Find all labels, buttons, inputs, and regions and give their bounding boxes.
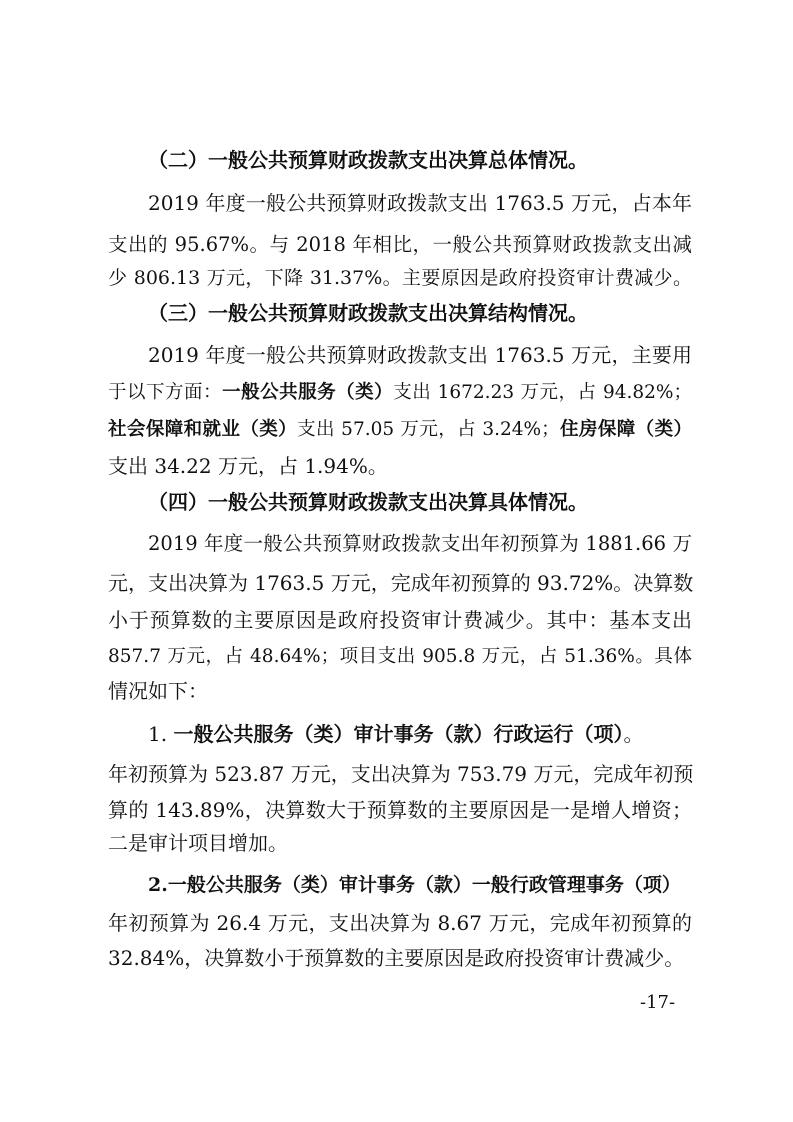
- paragraph-line: 支出 34.22 万元，占 1.94%。: [108, 454, 388, 478]
- paragraph-line: 年初预算为 523.87 万元，支出决算为 753.79 万元，完成年初预: [108, 762, 694, 786]
- paragraph-line: 算的 143.89%，决算数大于预算数的主要原因是一是增人增资；: [108, 798, 692, 822]
- item-heading-1: [148, 720, 692, 748]
- item-number: 1.: [148, 722, 168, 746]
- text-run: 于以下方面：: [108, 382, 223, 403]
- paragraph-line: 2019 年度一般公共预算财政拨款支出 1763.5 万元，主要用: [148, 343, 692, 367]
- paragraph-line: [108, 379, 692, 407]
- paragraph-line: 情况如下：: [108, 679, 208, 703]
- category-label: 社会保障和就业（类）: [108, 419, 298, 440]
- paragraph-line: 年初预算为 26.4 万元，支出决算为 8.67 万元，完成年初预算的: [108, 911, 692, 935]
- paragraph-line: 元，支出决算为 1763.5 万元，完成年初预算的 93.72%。决算数: [108, 571, 694, 595]
- section-heading-2: （二）一般公共预算财政拨款支出决算总体情况。: [148, 148, 588, 172]
- category-label: 一般公共服务（类）: [222, 382, 394, 403]
- item-title: 一般公共服务（类）审计事务（款）行政运行（项）: [173, 722, 624, 746]
- text-run: 。: [623, 722, 644, 746]
- paragraph-line: 2019 年度一般公共预算财政拨款支出年初预算为 1881.66 万: [148, 532, 692, 555]
- page-number: -17-: [640, 992, 676, 1013]
- text-run: 支出 1672.23 万元，占 94.82%；: [393, 382, 692, 403]
- category-label: 住房保障（类）: [559, 419, 692, 440]
- paragraph-line: 少 806.13 万元，下降 31.37%。主要原因是政府投资审计费减少。: [108, 267, 692, 289]
- text-run: 支出 57.05 万元，占 3.24%；: [297, 419, 560, 440]
- item-heading-2: 2.一般公共服务（类）审计事务（款）一般行政管理事务（项）: [148, 874, 681, 896]
- paragraph-line: 857.7 万元，占 48.64%；项目支出 905.8 万元，占 51.36%。具体: [108, 646, 692, 667]
- paragraph-line: 支出的 95.67%。与 2018 年相比，一般公共预算财政拨款支出减: [108, 233, 692, 256]
- paragraph-line: 小于预算数的主要原因是政府投资审计费减少。其中：基本支出: [108, 608, 692, 632]
- paragraph-line: [108, 416, 692, 444]
- section-heading-4: （四）一般公共预算财政拨款支出决算具体情况。: [148, 490, 588, 514]
- paragraph-line: 32.84%，决算数小于预算数的主要原因是政府投资审计费减少。: [108, 946, 685, 970]
- paragraph-line: 二是审计项目增加。: [108, 831, 288, 855]
- section-heading-3: （三）一般公共预算财政拨款支出决算结构情况。: [148, 301, 588, 325]
- paragraph-line: 2019 年度一般公共预算财政拨款支出 1763.5 万元，占本年: [148, 191, 692, 215]
